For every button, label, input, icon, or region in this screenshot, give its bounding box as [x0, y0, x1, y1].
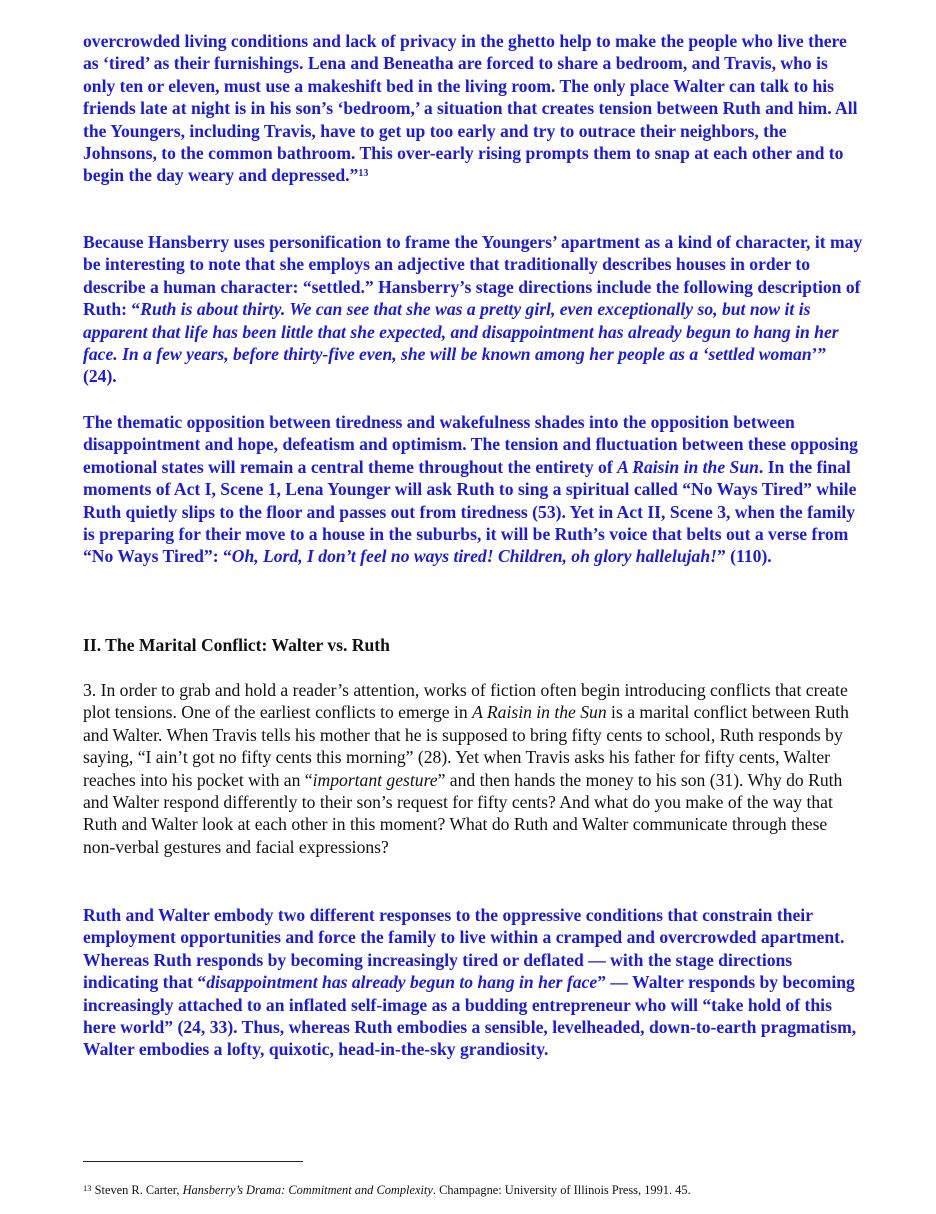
footnote-publication: . Champagne: University of Illinois Press, 1991. 45.	[432, 1183, 691, 1198]
book-title: A Raisin in the Sun	[472, 702, 607, 723]
book-title: A Raisin in the Sun	[617, 456, 759, 477]
paragraph-text: 3. In order to grab and hold a reader’s attention, works of fiction often begin introducing conflicts that create plot tensions. One of the earliest conflicts to emerge in	[83, 680, 848, 723]
paragraph-text: ” (110).	[716, 546, 772, 567]
paragraph-text: ’” (24).	[83, 344, 827, 387]
answer-paragraph-opposition	[83, 411, 863, 568]
paragraph-text: Because Hansberry uses personification to frame the Youngers’ apartment as a kind of character, it may be interesting to note that she employs an adjective that traditionally describes houses in order to describe a human character: “settled.” Hansberry’s stage directions include the following description of Ruth: “	[83, 232, 863, 320]
footnote-title: Hansberry’s Drama: Commitment and Complexity	[182, 1183, 433, 1198]
paragraph-text: ” and then hands the money to his son (31). Why do Ruth and Walter respond differently to their son’s request for fifty cents? And what do you make of the way that Ruth and Walter look at each other in this moment? What do Ruth and Walter communicate through these non-verbal gestures and facial expressions?	[83, 769, 843, 857]
answer-paragraph-continued	[83, 30, 863, 187]
paragraph-text: Ruth and Walter embody two different responses to the oppressive conditions that constrain their employment opportunities and force the family to live within a cramped and overcrowded apartment. Whereas Ruth responds by becoming increasingly tired or deflated — with the stage directions indicating that “	[83, 905, 845, 993]
paragraph-text: The thematic opposition between tiredness and wakefulness shades into the opposition between disappointment and hope, defeatism and optimism. The tension and fluctuation between these opposing emotional states will remain a central theme throughout the entirety of	[83, 412, 858, 477]
footnote-divider	[83, 1161, 303, 1162]
footnote-number: 13	[83, 1183, 92, 1194]
stage-direction-quote: Ruth is about thirty. We can see that she was a pretty girl, even exceptionally so, but now it is apparent that life has been little that she expected, and disappointment has already begun to hang in her face. In a few years, before thirty-five even, she will be known among her people as a ‘settled woman	[83, 299, 839, 365]
footnote	[83, 1182, 883, 1198]
stage-direction-quote: disappointment has already begun to hang in her face	[206, 972, 598, 993]
song-quote: Oh, Lord, I don’t feel no ways tired! Children, oh glory hallelujah!	[231, 546, 717, 567]
answer-paragraph-responses	[83, 904, 863, 1061]
footnote-author: Steven R. Carter,	[94, 1183, 183, 1198]
paragraph-text: ” — Walter responds by becoming increasingly attached to an inflated self-image as a budding entrepreneur who will “take hold of this here world” (24, 33). Thus, whereas Ruth embodies a sensible, levelheaded, down-to-earth pragmatism, Walter embodies a lofty, quixotic, head-in-the-sky grandiosity.	[83, 972, 857, 1060]
footnote-reference[interactable]: 13	[358, 168, 369, 180]
paragraph-text: is a marital conflict between Ruth and Walter. When Travis tells his mother that he is supposed to bring fifty cents to school, Ruth responds by saying, “I ain’t got no fifty cents this morning” (28). Yet when Travis asks his father for fifty cents, Walter reaches into his pocket with an “	[83, 702, 849, 790]
paragraph-text: . In the final moments of Act I, Scene 1, Lena Younger will ask Ruth to sing a spiritual called “No Ways Tired” while Ruth quietly slips to the floor and passes out from tiredness (53). Yet in Act II, Scene 3, when the family is preparing for their move to a house in the suburbs, it will be Ruth’s voice that belts out a verse from “No Ways Tired”: “	[83, 456, 857, 567]
answer-paragraph-settled	[83, 231, 863, 388]
section-heading: II. The Marital Conflict: Walter vs. Ruth	[83, 635, 390, 655]
paragraph-text: overcrowded living conditions and lack of privacy in the ghetto help to make the people who live there as ‘tired’ as their furnishings. Lena and Beneatha are forced to share a bedroom, and Travis, who is only ten or eleven, must use a makeshift bed in the living room. The only place Walter can talk to his friends late at night is in his son’s ‘bedroom,’ a situation that creates tension between Ruth and him. All the Youngers, including Travis, have to get up too early and try to outrace their neighbors, the Johnsons, to the common bathroom. This over-early rising prompts them to snap at each other and to begin the day weary and depressed.”	[83, 31, 858, 186]
question-paragraph	[83, 679, 863, 858]
stage-direction-quote: important gesture	[312, 769, 438, 790]
